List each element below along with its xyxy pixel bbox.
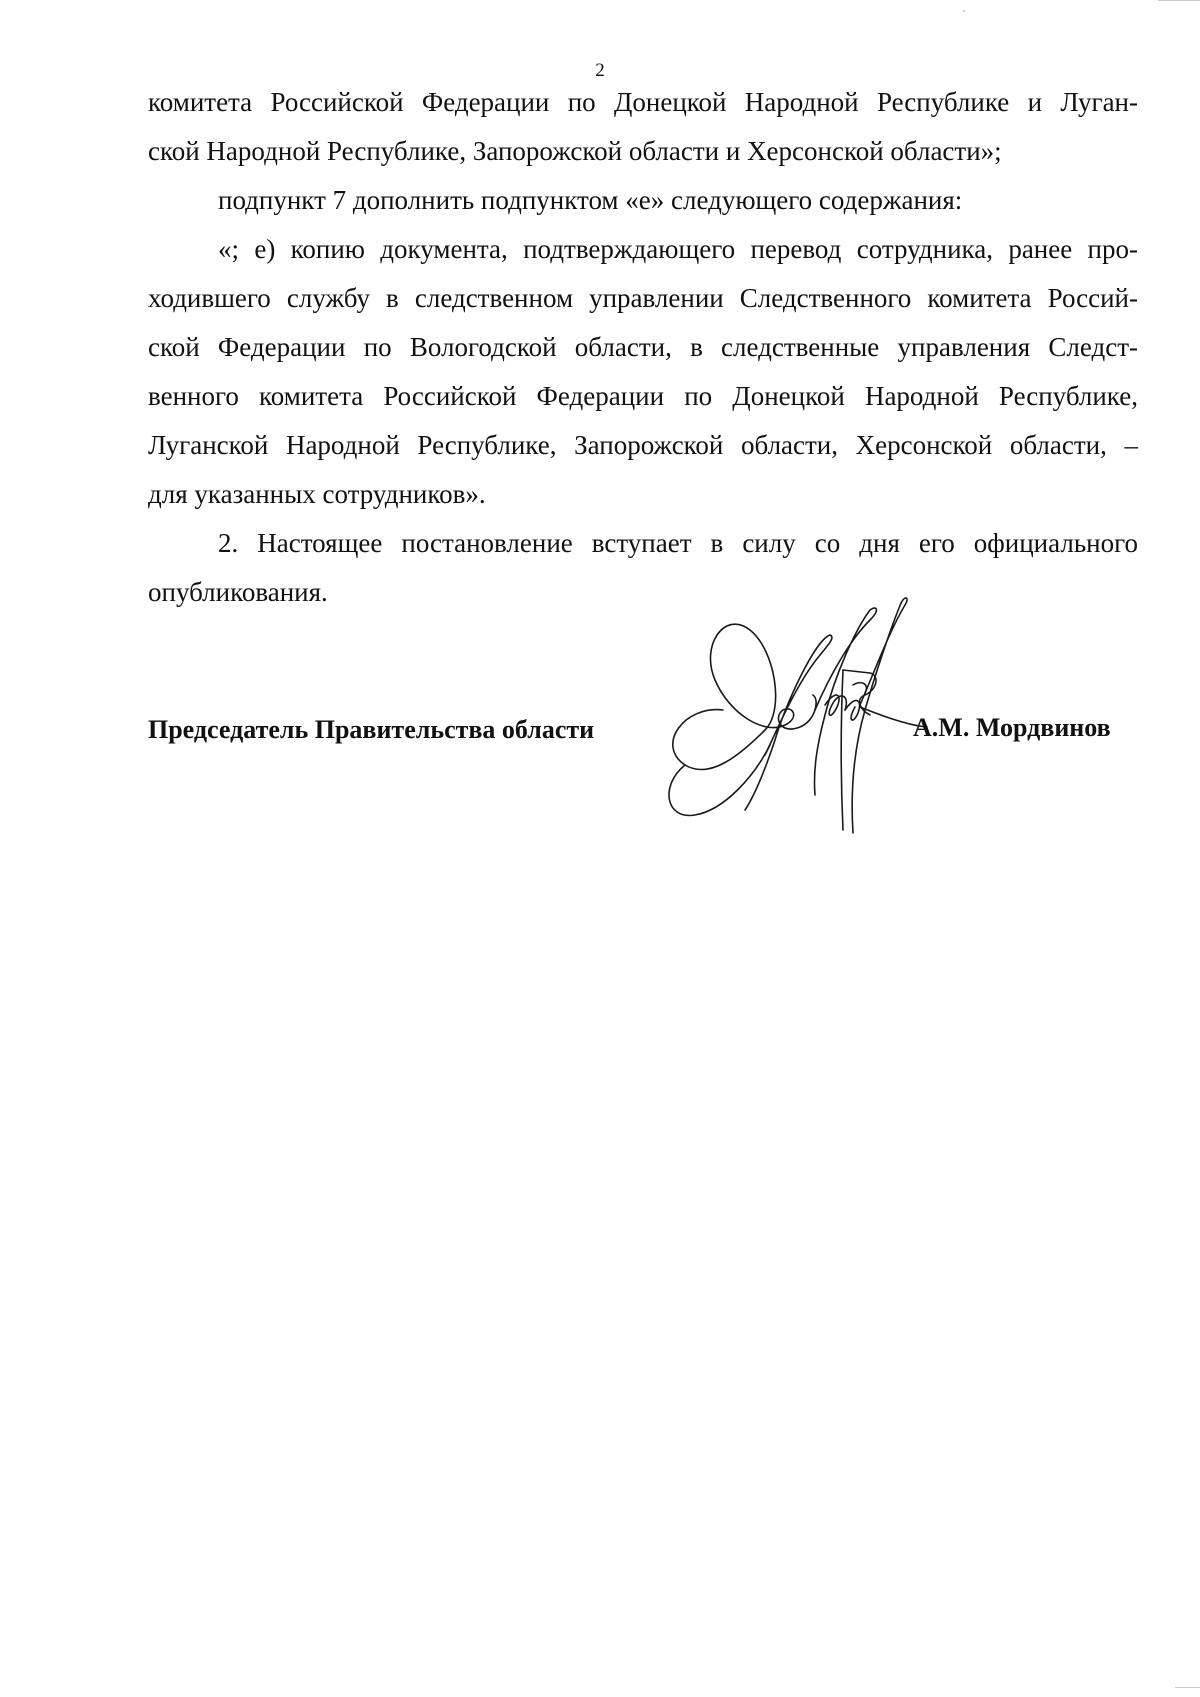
body-line-6: ской Федерации по Вологодской области, в следственные управления Следст-	[148, 332, 1138, 362]
body-line-5: ходившего службу в следственном управлении Следственного комитета Россий-	[148, 283, 1138, 313]
body-line-11: опубликования.	[148, 577, 328, 607]
scan-edge-mark	[1158, 0, 1200, 1]
page-number: 2	[595, 60, 605, 81]
scan-edge-mark	[1175, 1687, 1200, 1688]
body-line-10: 2. Настоящее постановление вступает в силу со дня его официального	[218, 528, 1138, 558]
body-line-2: ской Народной Республике, Запорожской области и Херсонской области»;	[148, 136, 1002, 166]
handwritten-signature	[665, 595, 935, 840]
body-line-7: венного комитета Российской Федерации по Донецкой Народной Республике,	[148, 381, 1138, 411]
scan-speck	[963, 10, 965, 12]
signer-position-title: Председатель Правительства области	[148, 715, 595, 744]
signer-name: А.М. Мордвинов	[913, 713, 1111, 742]
body-line-4: «; е) копию документа, подтверждающего перевод сотрудника, ранее про-	[218, 234, 1138, 264]
body-line-3: подпункт 7 дополнить подпунктом «е» следующего содержания:	[218, 185, 963, 215]
body-line-9: для указанных сотрудников».	[148, 479, 486, 509]
body-line-8: Луганской Народной Республике, Запорожской области, Херсонской области, –	[148, 430, 1138, 460]
body-line-1: комитета Российской Федерации по Донецкой Народной Республике и Луган-	[148, 87, 1138, 117]
